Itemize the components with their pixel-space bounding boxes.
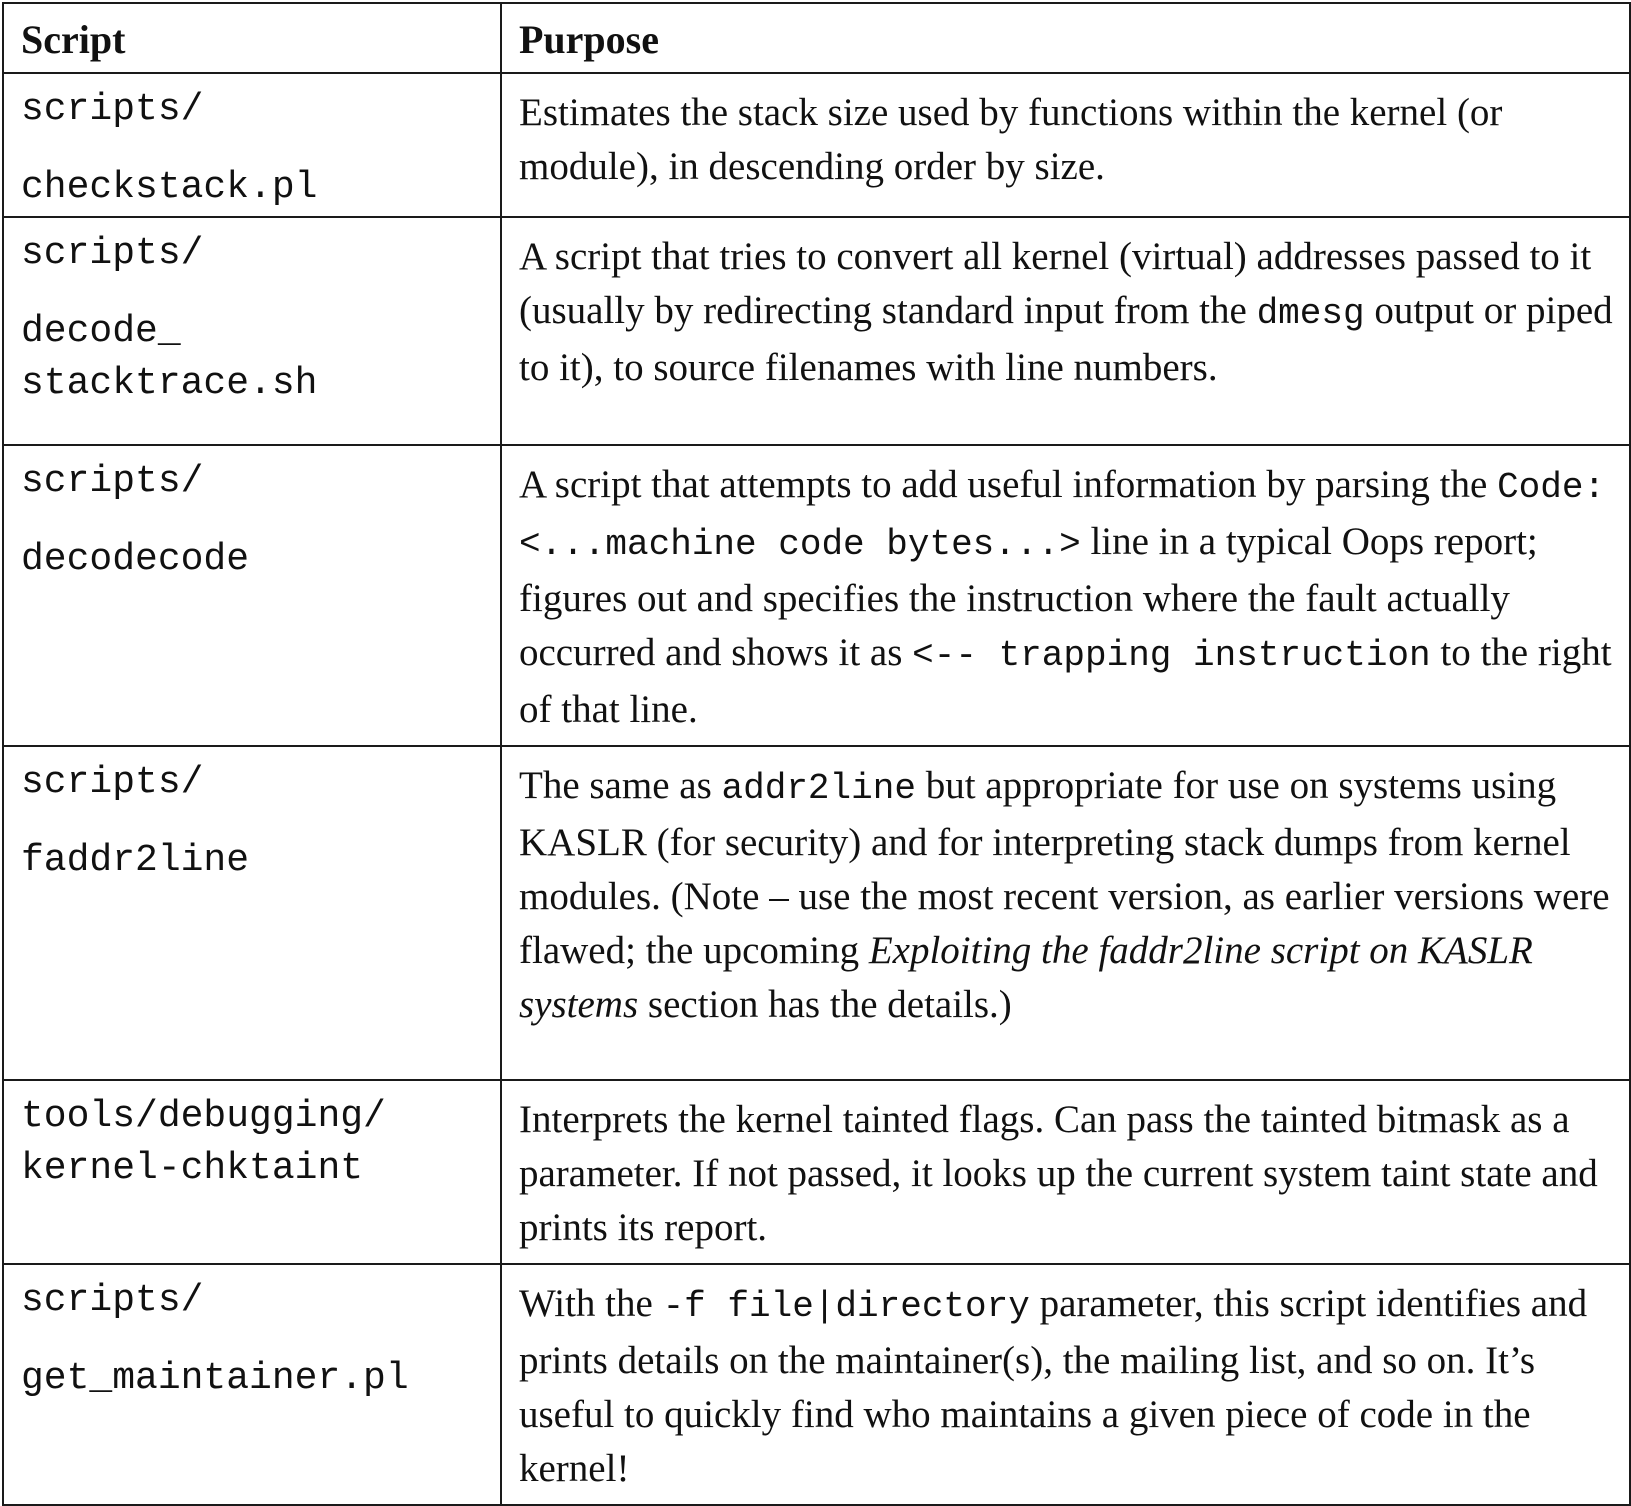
- script-path-segment: checkstack.pl: [21, 166, 318, 209]
- purpose-text: A script that tries to convert all kernel (virtual) addresses passed to it (usually by redirecting standard input from the: [519, 235, 1592, 332]
- script-path-segment: get_maintainer.pl: [21, 1357, 409, 1400]
- script-line-gap: [21, 280, 486, 306]
- table-row: [3, 1080, 1630, 1264]
- inline-code: addr2line: [721, 768, 916, 809]
- table-row: [3, 1264, 1630, 1505]
- script-cell: [3, 746, 501, 1080]
- purpose-cell: [501, 1080, 1630, 1264]
- purpose-cell: [501, 73, 1630, 217]
- script-cell: [3, 217, 501, 445]
- purpose-cell: [501, 217, 1630, 445]
- script-line-gap: [21, 809, 486, 835]
- inline-code: Code: <...machine code bytes...>: [519, 467, 1606, 565]
- purpose-text: section has the details.): [638, 983, 1012, 1026]
- script-cell: [3, 445, 501, 746]
- purpose-text: Interprets the kernel tainted flags. Can pass the tainted bitmask as a parameter. If not passed, it looks up the current system taint state and prints its report.: [519, 1098, 1598, 1249]
- script-path-segment: stacktrace.sh: [21, 362, 318, 405]
- script-cell: [3, 1264, 501, 1505]
- header-script: Script: [3, 3, 501, 73]
- purpose-cell: [501, 746, 1630, 1080]
- inline-code: dmesg: [1256, 293, 1365, 334]
- header-purpose: Purpose: [501, 3, 1630, 73]
- purpose-cell: [501, 1264, 1630, 1505]
- script-path-segment: scripts/: [21, 88, 204, 131]
- purpose-text: line in a typical Oops report; figures out and specifies the instruction where the fault actually occurred and shows it as: [519, 520, 1538, 674]
- table-row: [3, 445, 1630, 746]
- inline-code: -f file|directory: [662, 1286, 1030, 1327]
- purpose-text: to the right of that line.: [519, 631, 1612, 731]
- table-row: [3, 746, 1630, 1080]
- script-path-segment: decode_: [21, 310, 181, 353]
- script-path-segment: scripts/: [21, 1279, 204, 1322]
- purpose-text: The same as: [519, 764, 722, 807]
- inline-code: <-- trapping instruction: [912, 635, 1431, 676]
- table-row: [3, 73, 1630, 217]
- script-line-gap: [21, 508, 486, 534]
- purpose-text: With the: [519, 1282, 663, 1325]
- script-path-segment: decodecode: [21, 538, 250, 581]
- script-line-gap: [21, 1327, 486, 1353]
- script-line-gap: [21, 136, 486, 162]
- purpose-text: but appropriate for use on systems using KASLR (for security) and for interpreting stack dumps from kernel modules. (Note – use the most recent version, as earlier versions were flawed; the upcoming: [519, 764, 1610, 972]
- purpose-text: Estimates the stack size used by functions within the kernel (or module), in descending order by size.: [519, 91, 1503, 188]
- purpose-text: parameter, this script identifies and prints details on the maintainer(s), the mailing list, and so on. It’s useful to quickly find who maintains a given piece of code in the kernel!: [519, 1282, 1588, 1490]
- script-path-segment: scripts/: [21, 460, 204, 503]
- emphasis-text: Exploiting the faddr2line script on KASLR systems: [519, 929, 1533, 1026]
- script-path-segment: scripts/: [21, 761, 204, 804]
- scripts-table: [2, 2, 1631, 1506]
- purpose-text: output or piped to it), to source filenames with line numbers.: [519, 289, 1613, 389]
- script-cell: [3, 73, 501, 217]
- script-path-segment: tools/debugging/: [21, 1095, 386, 1138]
- purpose-text: A script that attempts to add useful information by parsing the: [519, 463, 1498, 506]
- table-row: [3, 217, 1630, 445]
- script-path-segment: scripts/: [21, 232, 204, 275]
- script-path-segment: kernel-chktaint: [21, 1147, 364, 1190]
- purpose-cell: [501, 445, 1630, 746]
- script-cell: [3, 1080, 501, 1264]
- table-header-row: [3, 3, 1630, 73]
- script-path-segment: faddr2line: [21, 839, 250, 882]
